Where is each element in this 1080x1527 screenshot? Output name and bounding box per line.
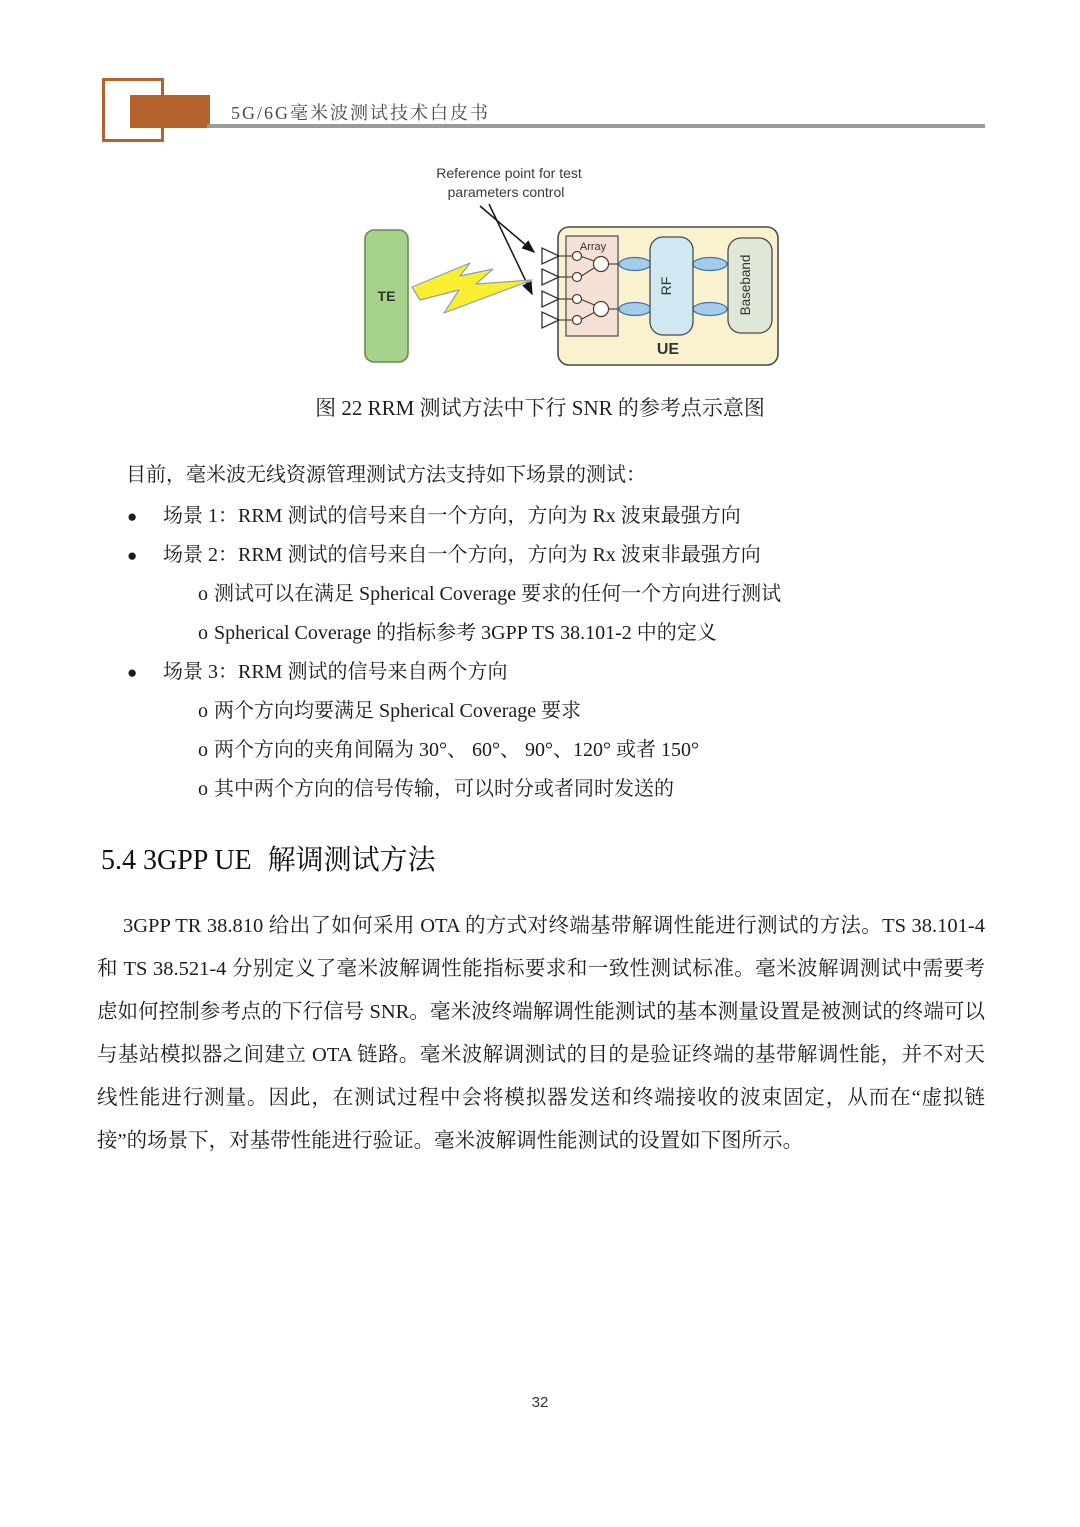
antenna-icons xyxy=(542,248,559,328)
list-item xyxy=(127,503,985,530)
circle-bullet-icon: o xyxy=(198,622,208,644)
logo-icon xyxy=(130,95,210,128)
header-title: 5G/6G毫米波测试技术白皮书 xyxy=(231,103,490,123)
circle-bullet-icon: o xyxy=(198,778,208,800)
array-label: Array xyxy=(579,241,607,253)
rrm-test-diagram xyxy=(340,160,800,390)
header-rule xyxy=(207,124,985,128)
list-item-text: 其中两个方向的信号传输，可以时分或者同时发送的 xyxy=(214,778,674,800)
combiner-circle xyxy=(594,302,609,317)
circle-bullet-icon: o xyxy=(198,583,208,605)
section-number: 5.4 3GPP UE xyxy=(101,845,252,876)
page-number: 32 xyxy=(531,1394,549,1411)
list-item xyxy=(198,698,985,725)
section-heading xyxy=(101,838,436,878)
body-paragraph: 3GPP TR 38.810 给出了如何采用 OTA 的方式对终端基带解调性能进行测试的方法。TS 38.101-4 和 TS 38.521-4 分别定义了毫米波解调性能指标要求和一致性测试标准。毫米波解调测试中需要考虑如何控制参考点的下行信号 SNR。毫米波终端解调性能测试的基本测量设置是被测试的终端可以与基站模拟器之间建立 OTA 链路。毫米波解调测试的目的是验证终端的基带解调性能，并不对天线性能进行测量。因此，在测试过程中会将模拟器发送和终端接收的波束固定，从而在“虚拟链接”的场景下，对基带性能进行验证。毫米波解调性能测试的设置如下图所示。 xyxy=(97,915,985,1152)
circle-bullet-icon: o xyxy=(198,739,208,761)
figure-caption: 图 22 RRM 测试方法中下行 SNR 的参考点示意图 xyxy=(315,396,765,420)
list-item-text: Spherical Coverage 的指标参考 3GPP TS 38.101-2 中的定义 xyxy=(214,622,717,644)
annotation-line2: parameters control xyxy=(447,184,565,200)
list-item-text: 两个方向的夹角间隔为 30°、 60°、 90°、120° 或者 150° xyxy=(214,739,699,761)
circle-bullet-icon: o xyxy=(198,700,208,722)
list-item-text: 场景 1：RRM 测试的信号来自一个方向，方向为 Rx 波束最强方向 xyxy=(163,505,741,527)
scenario-list xyxy=(103,462,985,815)
list-item-text: 两个方向均要满足 Spherical Coverage 要求 xyxy=(214,700,582,722)
bullet-icon: ● xyxy=(127,507,138,526)
list-item xyxy=(198,620,985,647)
combiner-circle xyxy=(594,257,609,272)
lightning-icon xyxy=(412,263,532,313)
antenna-icon xyxy=(542,269,559,285)
antenna-icon xyxy=(542,312,559,328)
annotation-line1: Reference point for test xyxy=(436,165,582,181)
annotation-arrow-icon xyxy=(480,206,534,252)
baseband-label: Baseband xyxy=(738,254,753,316)
list-item xyxy=(127,542,985,569)
list-item xyxy=(198,776,985,803)
list-item xyxy=(127,659,985,686)
intro-text: 目前，毫米波无线资源管理测试方法支持如下场景的测试： xyxy=(126,464,646,486)
list-item-text: 场景 2：RRM 测试的信号来自一个方向，方向为 Rx 波束非最强方向 xyxy=(163,544,761,566)
list-item xyxy=(198,581,985,608)
ue-label: UE xyxy=(656,341,680,358)
antenna-icon xyxy=(542,248,559,264)
bullet-icon: ● xyxy=(127,663,138,682)
list-item-text: 测试可以在满足 Spherical Coverage 要求的任何一个方向进行测试 xyxy=(214,583,782,605)
bullet-icon: ● xyxy=(127,546,138,565)
section-title: 解调测试方法 xyxy=(267,844,436,875)
list-item xyxy=(198,737,985,764)
list-item-text: 场景 3：RRM 测试的信号来自两个方向 xyxy=(163,661,508,683)
te-label: TE xyxy=(377,288,396,304)
rf-label: RF xyxy=(658,276,674,296)
antenna-icon xyxy=(542,291,559,307)
